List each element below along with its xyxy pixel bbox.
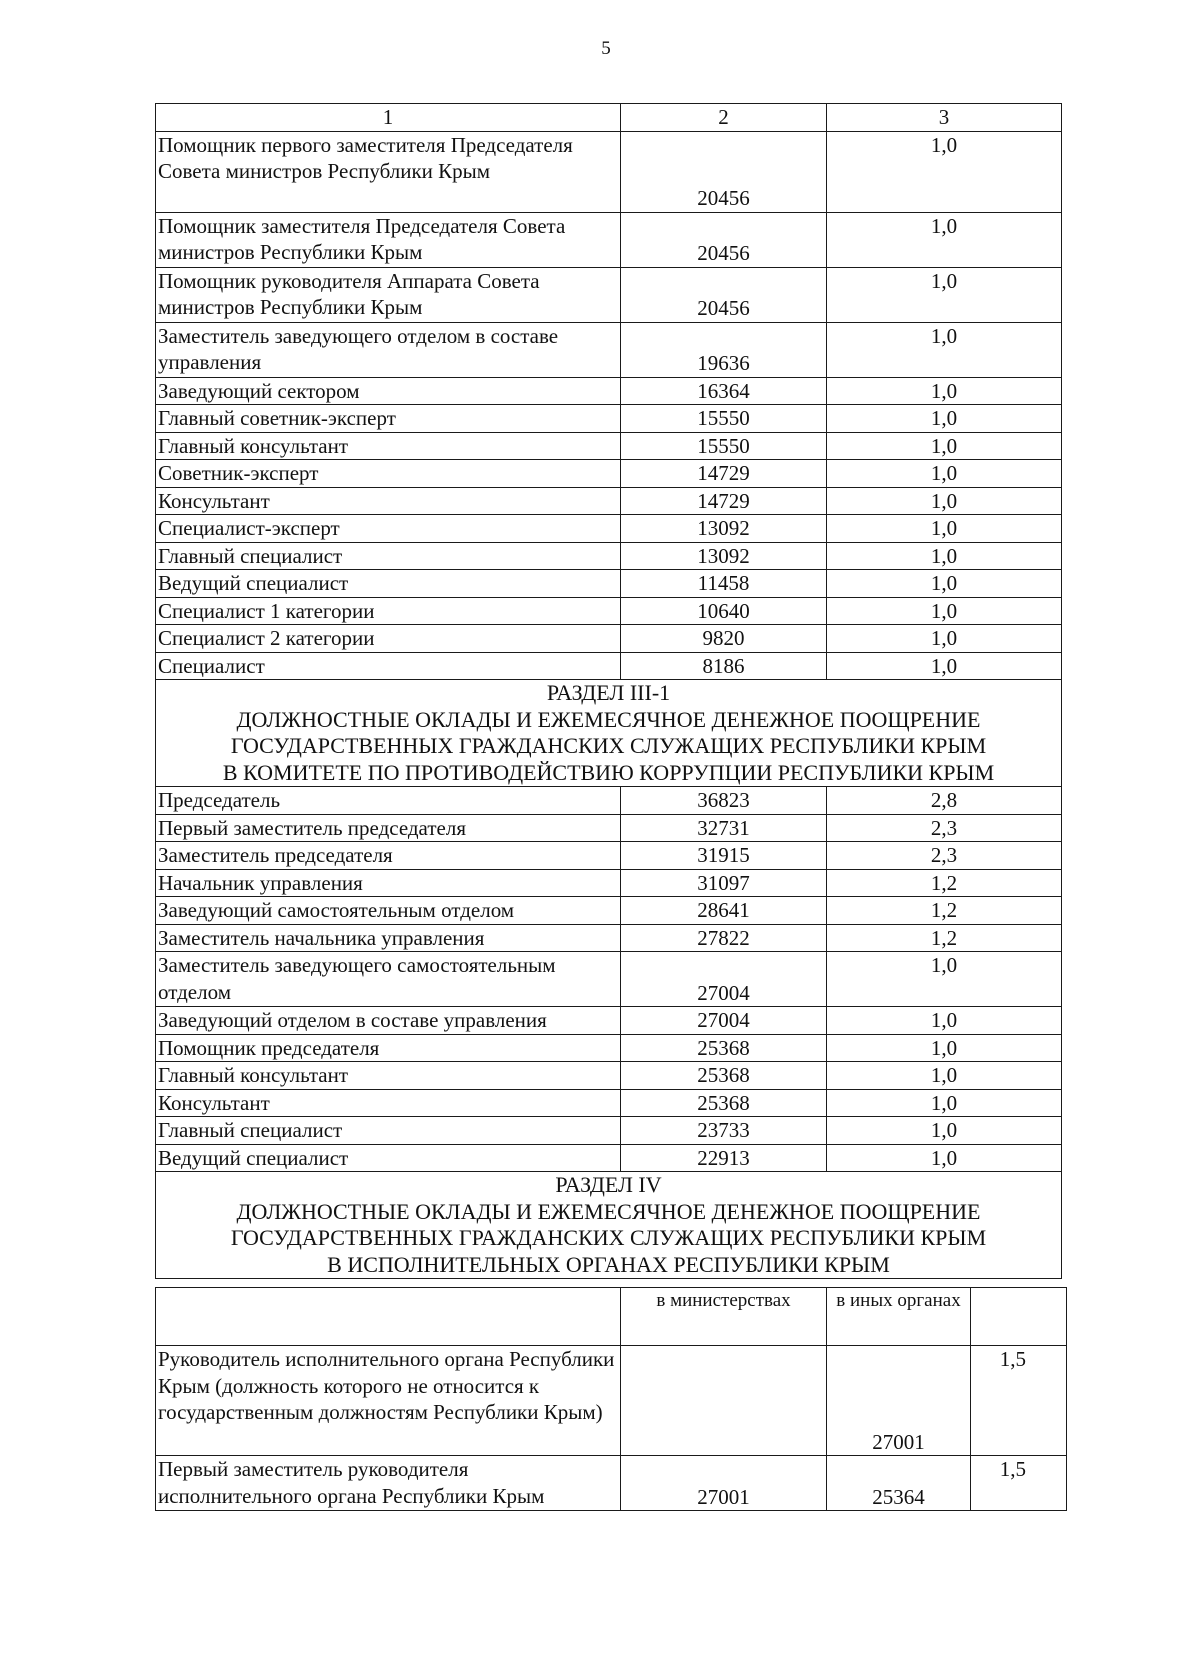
empty-cell [971,1288,1067,1346]
coefficient-value: 2,3 [827,842,1062,870]
section-heading [156,1172,1062,1279]
position-name: Главный консультант [156,432,621,460]
salary-value: 11458 [621,570,827,598]
table-row [156,212,1062,267]
coefficient-value: 1,0 [827,652,1062,680]
position-name: Ведущий специалист [156,570,621,598]
table-row [156,487,1062,515]
position-name: Первый заместитель председателя [156,814,621,842]
position-name: Главный советник-эксперт [156,405,621,433]
coefficient-value: 1,0 [827,405,1062,433]
position-name: Заведующий отделом в составе управления [156,1007,621,1035]
table-row [156,652,1062,680]
salary-value: 15550 [621,432,827,460]
table-header-row [156,104,1062,132]
table-row [156,405,1062,433]
salary-value: 10640 [621,597,827,625]
executive-bodies-table [155,1287,1067,1511]
salary-value: 16364 [621,377,827,405]
position-name: Руководитель исполнительного органа Республики Крым (должность которого не относится к государственным должностям Республики Крым) [156,1346,621,1456]
coefficient-value: 1,0 [827,1007,1062,1035]
position-name: Главный консультант [156,1062,621,1090]
col-header-other-bodies: в иных органах [827,1288,971,1346]
position-name: Специалист [156,652,621,680]
table-row [156,625,1062,653]
position-name: Первый заместитель руководителя исполнительного органа Республики Крым [156,1456,621,1511]
position-name: Специалист 2 категории [156,625,621,653]
salary-value: 20456 [621,267,827,322]
salary-value: 25368 [621,1089,827,1117]
coefficient-value: 1,0 [827,487,1062,515]
section-line: В КОМИТЕТЕ ПО ПРОТИВОДЕЙСТВИЮ КОРРУПЦИИ РЕСПУБЛИКИ КРЫМ [222,759,995,785]
salary-value: 27004 [621,952,827,1007]
table-row [156,460,1062,488]
table-row [156,869,1062,897]
salary-value: 13092 [621,515,827,543]
page-number: 5 [601,38,611,59]
salary-value: 9820 [621,625,827,653]
position-name: Ведущий специалист [156,1144,621,1172]
table-row [156,597,1062,625]
coefficient-value: 1,5 [971,1456,1067,1511]
salary-value: 36823 [621,787,827,815]
position-name: Специалист-эксперт [156,515,621,543]
coefficient-value: 1,0 [827,267,1062,322]
section-title: РАЗДЕЛ IV [555,1172,662,1197]
coefficient-value: 1,0 [827,542,1062,570]
coefficient-value: 1,0 [827,570,1062,598]
salary-value: 31097 [621,869,827,897]
section-line: В ИСПОЛНИТЕЛЬНЫХ ОРГАНАХ РЕСПУБЛИКИ КРЫМ [327,1251,890,1277]
coefficient-value: 1,0 [827,322,1062,377]
col-header-3: 3 [827,104,1062,132]
salary-other-bodies: 27001 [827,1346,971,1456]
position-name: Главный специалист [156,1117,621,1145]
coefficient-value: 1,0 [827,1089,1062,1117]
table-row [156,814,1062,842]
coefficient-value: 1,0 [827,1034,1062,1062]
table-row [156,1089,1062,1117]
col-header-2: 2 [621,104,827,132]
coefficient-value: 2,3 [827,814,1062,842]
coefficient-value: 1,0 [827,432,1062,460]
coefficient-value: 1,2 [827,869,1062,897]
position-name: Заведующий самостоятельным отделом [156,897,621,925]
salary-value: 31915 [621,842,827,870]
position-name: Помощник первого заместителя Председателя Совета министров Республики Крым [156,131,621,212]
table-row [156,131,1062,212]
salary-value: 27822 [621,924,827,952]
salary-value: 27004 [621,1007,827,1035]
salary-value: 23733 [621,1117,827,1145]
coefficient-value: 1,0 [827,131,1062,212]
table-row [156,1144,1062,1172]
table-row [156,570,1062,598]
position-name: Председатель [156,787,621,815]
salary-value: 13092 [621,542,827,570]
coefficient-value: 1,2 [827,924,1062,952]
salary-value: 28641 [621,897,827,925]
salary-value: 19636 [621,322,827,377]
position-name: Консультант [156,1089,621,1117]
coefficient-value: 1,0 [827,1117,1062,1145]
coefficient-value: 1,0 [827,1144,1062,1172]
table-row [156,1346,1067,1456]
salary-other-bodies: 25364 [827,1456,971,1511]
salary-ministries: 27001 [621,1456,827,1511]
salary-value: 20456 [621,131,827,212]
table-row [156,322,1062,377]
section-line: ГОСУДАРСТВЕННЫХ ГРАЖДАНСКИХ СЛУЖАЩИХ РЕСПУБЛИКИ КРЫМ [230,733,987,758]
salary-value: 14729 [621,487,827,515]
coefficient-value: 1,0 [827,1062,1062,1090]
salary-value: 22913 [621,1144,827,1172]
coefficient-value: 1,0 [827,460,1062,488]
table-row [156,1034,1062,1062]
coefficient-value: 2,8 [827,787,1062,815]
section-line: ДОЛЖНОСТНЫЕ ОКЛАДЫ И ЕЖЕМЕСЯЧНОЕ ДЕНЕЖНОЕ ПООЩРЕНИЕ [236,1198,981,1224]
position-name: Консультант [156,487,621,515]
table-row [156,842,1062,870]
section-heading [156,680,1062,787]
salary-value: 14729 [621,460,827,488]
position-name: Начальник управления [156,869,621,897]
table-row [156,1062,1062,1090]
salary-value: 15550 [621,405,827,433]
position-name: Помощник председателя [156,1034,621,1062]
subheader-row [156,1288,1067,1346]
section-line: ДОЛЖНОСТНЫЕ ОКЛАДЫ И ЕЖЕМЕСЯЧНОЕ ДЕНЕЖНОЕ ПООЩРЕНИЕ [236,706,981,732]
table-row [156,1117,1062,1145]
coefficient-value: 1,0 [827,515,1062,543]
table-row [156,267,1062,322]
section-line: ГОСУДАРСТВЕННЫХ ГРАЖДАНСКИХ СЛУЖАЩИХ РЕСПУБЛИКИ КРЫМ [230,1225,987,1250]
position-name: Помощник заместителя Председателя Совета министров Республики Крым [156,212,621,267]
coefficient-value: 1,0 [827,625,1062,653]
salary-value: 20456 [621,212,827,267]
table-row [156,924,1062,952]
salary-table [155,103,1062,1279]
table-row [156,787,1062,815]
table-row [156,432,1062,460]
position-name: Заместитель заведующего отделом в составе управления [156,322,621,377]
position-name: Заместитель начальника управления [156,924,621,952]
empty-cell [156,1288,621,1346]
salary-value: 32731 [621,814,827,842]
coefficient-value: 1,2 [827,897,1062,925]
section-heading-row [156,680,1062,787]
position-name: Заместитель заведующего самостоятельным отделом [156,952,621,1007]
section-title: РАЗДЕЛ III-1 [546,680,671,705]
position-name: Помощник руководителя Аппарата Совета министров Республики Крым [156,267,621,322]
salary-ministries [621,1346,827,1456]
position-name: Специалист 1 категории [156,597,621,625]
table-row [156,377,1062,405]
table-row [156,515,1062,543]
col-header-1: 1 [156,104,621,132]
position-name: Заместитель председателя [156,842,621,870]
coefficient-value: 1,0 [827,952,1062,1007]
table-row [156,542,1062,570]
table-row [156,1456,1067,1511]
salary-value: 25368 [621,1062,827,1090]
table-row [156,952,1062,1007]
section-heading-row [156,1172,1062,1279]
position-name: Советник-эксперт [156,460,621,488]
coefficient-value: 1,0 [827,212,1062,267]
table-row [156,1007,1062,1035]
salary-value: 8186 [621,652,827,680]
salary-value: 25368 [621,1034,827,1062]
coefficient-value: 1,5 [971,1346,1067,1456]
col-header-ministries: в министерствах [621,1288,827,1346]
table-row [156,897,1062,925]
coefficient-value: 1,0 [827,597,1062,625]
coefficient-value: 1,0 [827,377,1062,405]
position-name: Заведующий сектором [156,377,621,405]
position-name: Главный специалист [156,542,621,570]
